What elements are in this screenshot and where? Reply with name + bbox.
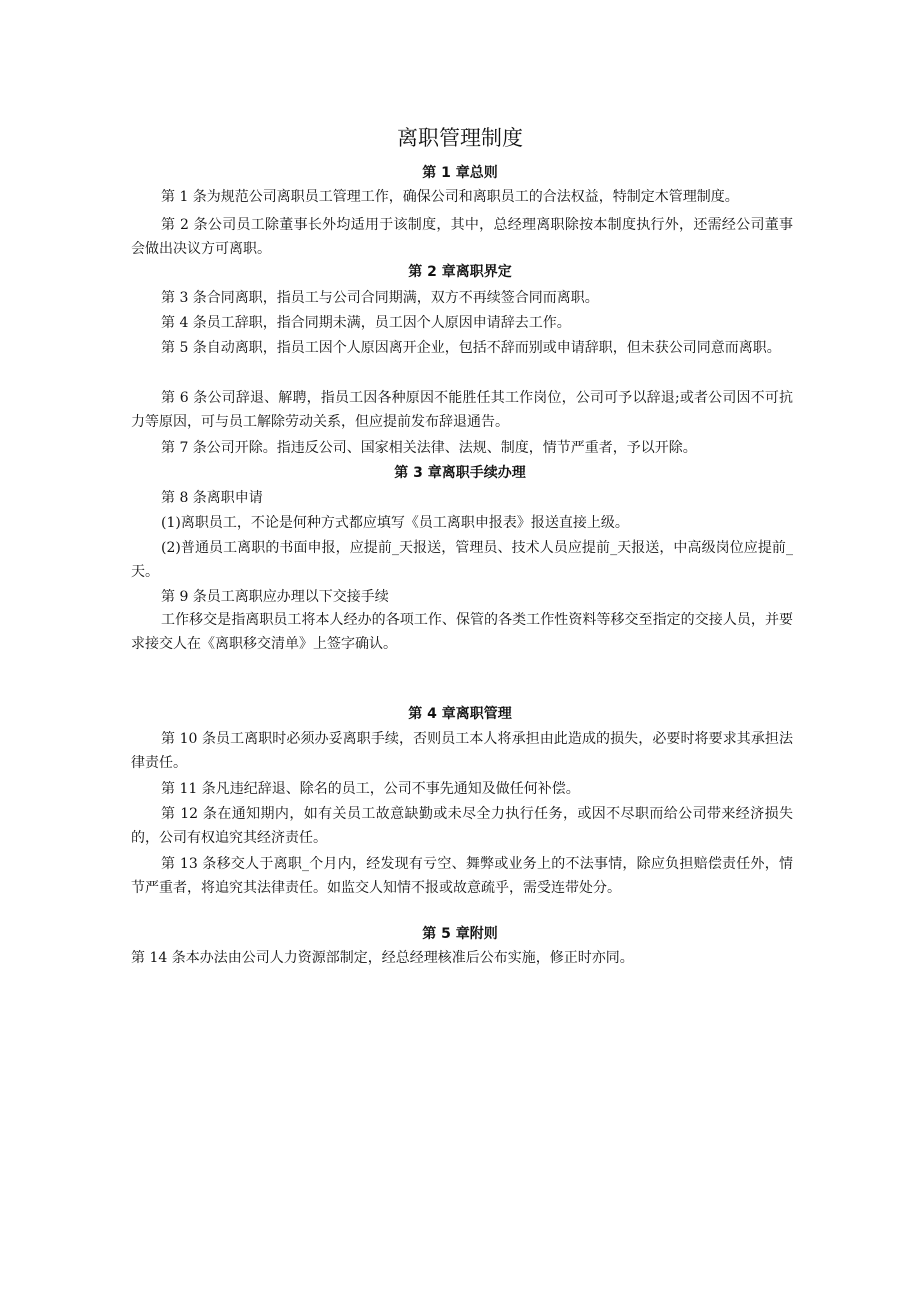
article-11: 第 11 条凡违纪辞退、除名的员工，公司不事先通知及做任何补偿。 (161, 781, 580, 797)
article-8-item-1: (1)离职员工，不论是何种方式都应填写《员工离职申报表》报送直接上级。 (161, 515, 629, 531)
article-4: 第 4 条员工辞职，指合同期未满，员工因个人原因申请辞去工作。 (161, 315, 571, 331)
article-6: 第 6 条公司辞退、解聘，指员工因各种原因不能胜任其工作岗位，公司可予以辞退;或者公司因不可抗力等原因，可与员工解除劳动关系，但应提前发布辞退通告。 (131, 390, 793, 430)
article-9: 第 9 条员工离职应办理以下交接手续 (161, 589, 389, 605)
chapter-1-heading: 第 1 章总则 (422, 165, 498, 181)
article-7: 第 7 条公司开除。指违反公司、国家相关法律、法规、制度，情节严重者，予以开除。 (161, 440, 697, 456)
article-9-body: 工作移交是指离职员工将本人经办的各项工作、保管的各类工作性资料等移交至指定的交接人员，并要求接交人在《离职移交清单》上签字确认。 (131, 612, 793, 652)
chapter-5-heading: 第 5 章附则 (422, 926, 498, 942)
article-1: 第 1 条为规范公司离职员工管理工作，确保公司和离职员工的合法权益，特制定木管理制度。 (161, 189, 739, 205)
article-2: 第 2 条公司员工除董事长外均适用于该制度，其中，总经理离职除按本制度执行外，还需经公司董事会做出决议方可离职。 (131, 217, 793, 257)
article-5: 第 5 条自动离职，指员工因个人原因离开企业，包括不辞而别或申请辞职，但未获公司同意而离职。 (161, 340, 781, 356)
article-3: 第 3 条合同离职，指员工与公司合同期满，双方不再续签合同而离职。 (161, 290, 599, 306)
article-10: 第 10 条员工离职时必须办妥离职手续，否则员工本人将承担由此造成的损失，必要时将要求其承担法律责任。 (131, 731, 793, 771)
article-14: 第 14 条本办法由公司人力资源部制定，经总经理核准后公布实施，修正时亦同。 (131, 950, 634, 966)
chapter-3-heading: 第 3 章离职手续办理 (394, 465, 526, 481)
article-12: 第 12 条在通知期内，如有关员工故意缺勤或未尽全力执行任务，或因不尽职而给公司带来经济损失的，公司有权追究其经济责任。 (131, 806, 793, 846)
article-8-item-2: (2)普通员工离职的书面申报，应提前_天报送，管理员、技术人员应提前_天报送，中高级岗位应提前_天。 (131, 540, 793, 580)
document-title: 离职管理制度 (397, 126, 523, 150)
chapter-2-heading: 第 2 章离职界定 (408, 264, 512, 280)
article-8: 第 8 条离职申请 (161, 490, 263, 506)
chapter-4-heading: 第 4 章离职管理 (408, 706, 512, 722)
article-13: 第 13 条移交人于离职_个月内，经发现有亏空、舞弊或业务上的不法事情，除应负担赔偿责任外，情节严重者，将追究其法律责任。如监交人知情不报或故意疏乎，需受连带处分。 (131, 856, 793, 896)
